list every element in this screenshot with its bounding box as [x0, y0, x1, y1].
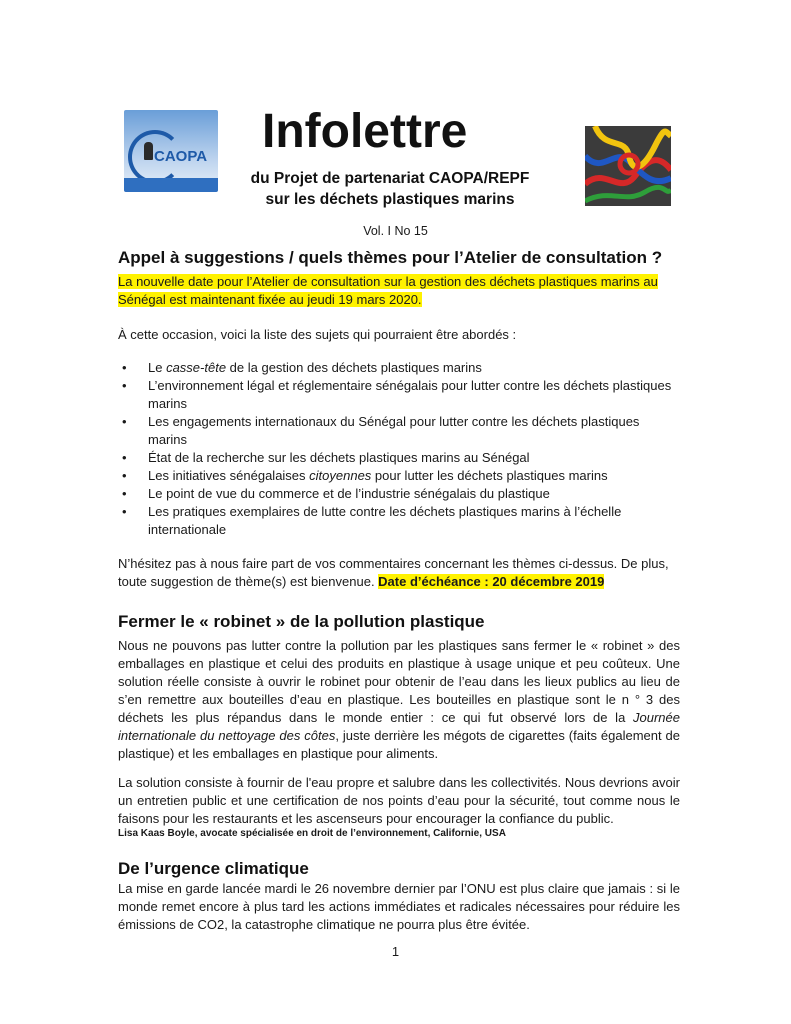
list-item: • Le casse-tête de la gestion des déchets plastiques marins [122, 360, 482, 375]
list-item: • Les initiatives sénégalaises citoyennes pour lutter les déchets plastiques marins [122, 468, 608, 483]
topics-intro: À cette occasion, voici la liste des sujets qui pourraient être abordés : [118, 327, 517, 342]
list-item: • Les engagements internationaux du Sénégal pour lutter contre les déchets plastiques marins [122, 414, 640, 447]
section-heading-climate: De l’urgence climatique [118, 859, 309, 878]
climate-paragraph: La mise en garde lancée mardi le 26 novembre dernier par l’ONU est plus claire que jamais : si le monde remet encore à plus tard les actions immédiates et radicales nécessaires pour réduire les émissions de CO2, la catastrophe climatique ne pourra plus être évitée. [118, 881, 680, 932]
highlighted-date-text: La nouvelle date pour l’Atelier de consultation sur la gestion des déchets plastiques marins au Sénégal est maintenant fixée au jeudi 19 mars 2020. [118, 274, 658, 307]
subtitle-line-1: du Projet de partenariat CAOPA/REPF [250, 170, 530, 187]
section-heading-suggestions: Appel à suggestions / quels thèmes pour l’Atelier de consultation ? [118, 248, 663, 267]
list-item: • L’environnement légal et réglementaire sénégalais pour lutter contre les déchets plastiques marins [122, 378, 672, 411]
section-heading-robinet: Fermer le « robinet » de la pollution plastique [118, 612, 485, 631]
logo-text: CAOPA [154, 148, 208, 165]
volume-number: Vol. I No 15 [363, 224, 428, 238]
deadline-text: Date d’échéance : 20 décembre 2019 [378, 574, 605, 589]
ropes-image [585, 126, 671, 206]
topics-list [118, 359, 678, 539]
list-item: • Le point de vue du commerce et de l’industrie sénégalais du plastique [122, 486, 550, 501]
feedback-paragraph: N’hésitez pas à nous faire part de vos commentaires concernant les thèmes ci-dessus. De plus, toute suggestion de thème(s) est bienvenue. Date d’échéance : 20 décembre 2019 [118, 556, 669, 589]
quote-signature: Lisa Kaas Boyle, avocate spécialisée en droit de l’environnement, Californie, USA [118, 828, 506, 839]
list-item: • Les pratiques exemplaires de lutte contre les déchets plastiques marins à l’échelle internationale [122, 504, 622, 537]
robinet-paragraph-1: Nous ne pouvons pas lutter contre la pollution par les plastiques sans fermer le « robinet » des emballages en plastique et celui des produits en plastique à usage unique et peu coûteux. Une solution réelle consiste à ouvrir le robinet pour obtenir de l’eau dans les lieux publics au lieu de s’en remettre aux bouteilles d’eau en plastique. Les bouteilles en plastique sont le n ° 3 des déchets les plus répandus dans le monde entier : ce qui fut observé lors de la Journée internationale du nettoyage des côtes, juste derrière les mégots de cigarettes (faits également de plastique) et les emballages en plastique pour aliments. [118, 638, 680, 761]
page-number: 1 [391, 944, 400, 959]
newsletter-title: Infolettre [262, 105, 468, 158]
subtitle-line-2: sur les déchets plastiques marins [265, 191, 515, 208]
list-item: • État de la recherche sur les déchets plastiques marins au Sénégal [122, 450, 530, 465]
robinet-paragraph-2: La solution consiste à fournir de l'eau propre et salubre dans les collectivités. Nous devrions avoir un entretien public et une certification de nos points d’eau pour la sécurité, tout comme nous le faisons pour les restaurants et les ascenseurs pour encourager la confiance du public. [118, 775, 680, 826]
